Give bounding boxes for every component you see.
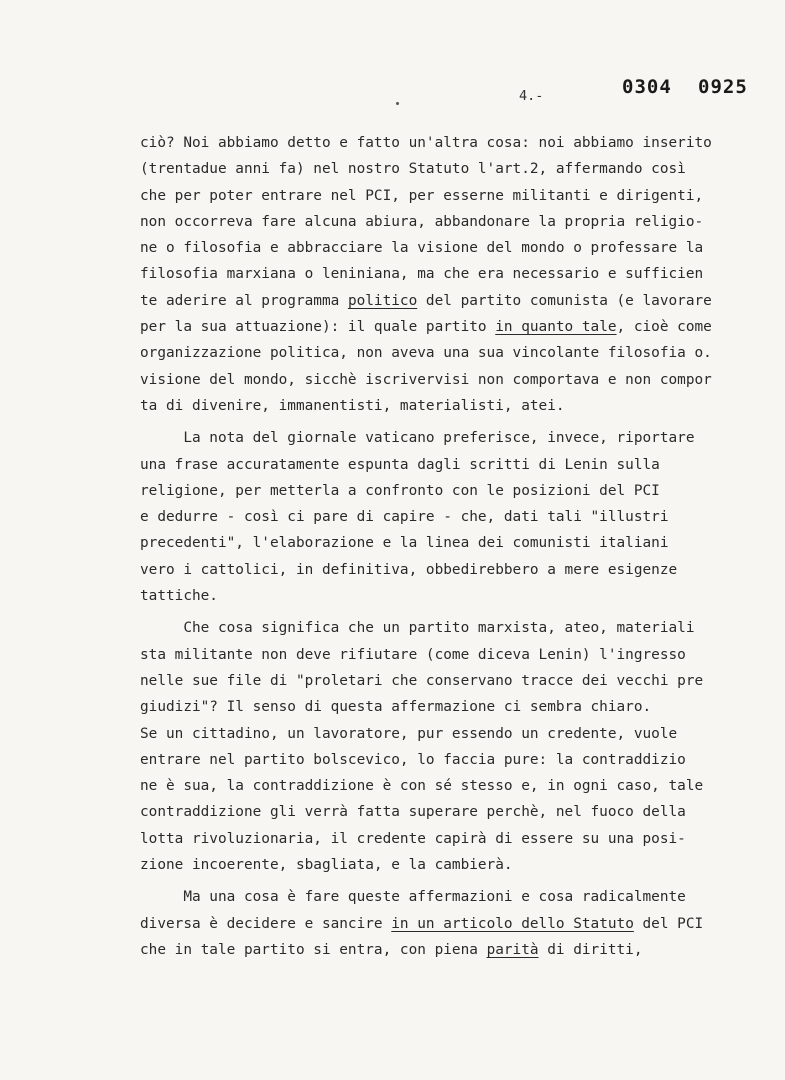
page-number: 4.- — [519, 88, 544, 104]
text-segment: Se un cittadino, un lavoratore, pur essendo un credente, vuole — [140, 725, 678, 742]
text-line — [140, 884, 780, 910]
text-line — [140, 852, 780, 878]
text-segment: nelle sue file di "proletari che conservano tracce dei vecchi pre — [140, 672, 704, 689]
text-line — [140, 557, 780, 583]
text-line — [140, 340, 780, 366]
text-line — [140, 583, 780, 609]
text-line — [140, 937, 780, 963]
text-segment: che per poter entrare nel PCI, per esserne militanti e dirigenti, — [140, 187, 704, 204]
text-segment: precedenti", l'elaborazione e la linea dei comunisti italiani — [140, 535, 669, 552]
underlined-text: in un articolo dello Statuto — [391, 915, 634, 932]
text-line — [140, 130, 780, 156]
paragraph — [140, 130, 780, 419]
text-line — [140, 747, 780, 773]
text-line — [140, 425, 780, 451]
text-segment: , cioè come — [616, 319, 712, 336]
text-segment: di diritti, — [538, 941, 643, 958]
underlined-text: parità — [486, 941, 539, 958]
text-segment: visione del mondo, sicchè iscrivervisi non comportava e non compor — [140, 371, 712, 388]
text-segment: ne è sua, la contraddizione è con sé stesso e, in ogni caso, tale — [140, 778, 704, 795]
text-line — [140, 452, 780, 478]
text-segment: che in tale partito si entra, con piena — [140, 941, 487, 958]
text-line — [140, 393, 780, 419]
text-segment: per la sua attuazione): il quale partito — [140, 319, 496, 336]
text-line — [140, 642, 780, 668]
text-segment: organizzazione politica, non aveva una sua vincolante filosofia o. — [140, 345, 712, 362]
text-segment: vero i cattolici, in definitiva, obbedirebbero a mere esigenze — [140, 561, 678, 578]
body-text — [140, 130, 780, 963]
text-segment: lotta rivoluzionaria, il credente capirà di essere su una posi- — [140, 830, 686, 847]
text-segment: religione, per metterla a confronto con le posizioni del PCI — [140, 482, 660, 499]
text-line — [140, 209, 780, 235]
underlined-text: in quanto tale — [495, 319, 617, 336]
text-segment: ta di divenire, immanentisti, materialisti, atei. — [140, 397, 565, 414]
text-segment: filosofia marxiana o leniniana, ma che era necessario e sufficien — [140, 266, 704, 283]
text-segment: ciò? Noi abbiamo detto e fatto un'altra cosa: noi abbiamo inserito — [140, 135, 712, 151]
archive-number: 0925 — [698, 76, 748, 98]
text-line — [140, 799, 780, 825]
paragraph — [140, 884, 780, 963]
text-segment: del PCI — [633, 915, 704, 932]
paragraph — [140, 615, 780, 878]
text-line — [140, 615, 780, 641]
underlined-text: politico — [347, 292, 418, 309]
text-segment: te aderire al programma — [140, 292, 348, 309]
text-segment: una frase accuratamente espunta dagli scritti di Lenin sulla — [140, 456, 660, 473]
text-line — [140, 235, 780, 261]
text-line — [140, 183, 780, 209]
text-line — [140, 826, 780, 852]
text-line — [140, 504, 780, 530]
text-segment: giudizi"? Il senso di questa affermazione ci sembra chiaro. — [140, 699, 652, 716]
text-segment: e dedurre - così ci pare di capire - che, dati tali "illustri — [140, 509, 669, 526]
text-segment: tattiche. — [140, 588, 218, 605]
text-line — [140, 314, 780, 340]
text-line — [140, 288, 780, 314]
archive-number: 0304 — [622, 76, 672, 98]
text-segment: diversa è decidere e sancire — [140, 915, 392, 932]
text-line — [140, 668, 780, 694]
text-segment: La nota del giornale vaticano preferisce, invece, riportare — [140, 430, 695, 447]
text-segment: contraddizione gli verrà fatta superare perchè, nel fuoco della — [140, 804, 686, 821]
text-line — [140, 530, 780, 556]
text-line — [140, 261, 780, 287]
text-line — [140, 721, 780, 747]
text-segment: sta militante non deve rifiutare (come diceva Lenin) l'ingresso — [140, 646, 686, 663]
text-segment: non occorreva fare alcuna abiura, abbandonare la propria religio- — [140, 213, 704, 230]
text-line — [140, 156, 780, 182]
text-segment: zione incoerente, sbagliata, e la cambierà. — [140, 857, 513, 874]
text-line — [140, 773, 780, 799]
paragraph — [140, 425, 780, 609]
text-line — [140, 478, 780, 504]
text-segment: entrare nel partito bolscevico, lo faccia pure: la contraddizio — [140, 751, 686, 768]
text-segment: del partito comunista (e lavorare — [417, 292, 712, 309]
text-line — [140, 911, 780, 937]
text-segment: Ma una cosa è fare queste affermazioni e cosa radicalmente — [140, 889, 686, 906]
text-segment: Che cosa significa che un partito marxista, ateo, materiali — [140, 620, 695, 637]
ink-speck — [396, 102, 399, 105]
text-line — [140, 367, 780, 393]
text-segment: (trentadue anni fa) nel nostro Statuto l'art.2, affermando così — [140, 161, 686, 178]
text-segment: ne o filosofia e abbracciare la visione del mondo o professare la — [140, 240, 704, 257]
text-line — [140, 694, 780, 720]
